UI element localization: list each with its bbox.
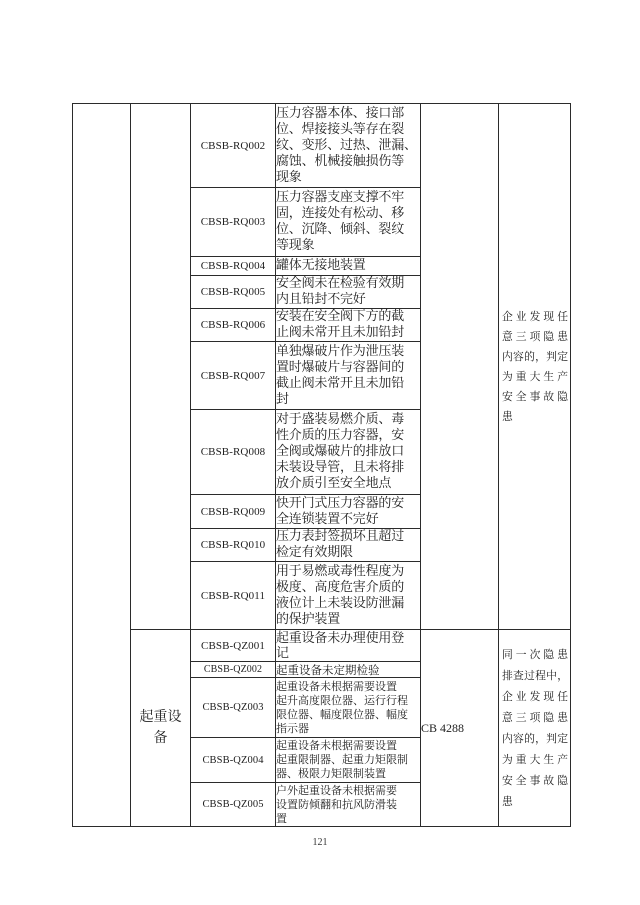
hazard-code-cell: CBSB-QZ005 xyxy=(191,783,276,827)
hazard-description-cell: 对于盛装易燃介质、毒 性介质的压力容器，安 全阀或爆破片的排放口 未装设导管，且未将排 放介质引至安全地点 xyxy=(276,410,421,495)
hazard-code-cell: CBSB-RQ008 xyxy=(191,410,276,495)
category-label: 起重设备 xyxy=(139,709,182,746)
standard-cell-continued xyxy=(421,104,499,630)
hazard-description-cell: 用于易燃或毒性程度为 极度、高度危害介质的 液位计上未装设防泄漏 的保护装置 xyxy=(276,562,421,630)
hazard-code-cell: CBSB-QZ004 xyxy=(191,738,276,783)
hazard-code-cell: CBSB-RQ006 xyxy=(191,309,276,342)
hazard-description-cell: 起重设备未根据需要设置 起升高度限位器、运行行程 限位器、幅度限位器、幅度 指示器 xyxy=(276,678,421,738)
hazard-description-cell: 罐体无接地装置 xyxy=(276,257,421,276)
hazard-code-cell: CBSB-RQ005 xyxy=(191,276,276,309)
judgment-cell-continued xyxy=(499,104,571,630)
hazard-code-cell: CBSB-RQ011 xyxy=(191,562,276,630)
hazard-criteria-table xyxy=(72,103,571,827)
category-cell-continued xyxy=(131,104,191,630)
hazard-description-cell: 户外起重设备未根据需要 设置防倾翻和抗风防滑装 置 xyxy=(276,783,421,827)
hazard-description-cell: 安装在安全阀下方的截 止阀未常开且未加铅封 xyxy=(276,309,421,342)
blank-column-cell xyxy=(73,104,131,827)
judgment-text: 企业发现任 意三项隐患 内容的，判定 为重大生产 安全事故隐 患 xyxy=(502,309,568,423)
judgment-cell xyxy=(499,630,571,827)
hazard-description-cell: 起重设备未根据需要设置 起重限制器、起重力矩限制 器、极限力矩限制装置 xyxy=(276,738,421,783)
hazard-description-cell: 安全阀未在检验有效期 内且铅封不完好 xyxy=(276,276,421,309)
page-number: 121 xyxy=(312,837,328,848)
hazard-description-cell: 起重设备未办理使用登 记 xyxy=(276,630,421,662)
hazard-description-cell: 压力表封签损坏且超过 检定有效期限 xyxy=(276,529,421,562)
category-cell-lifting-equipment xyxy=(131,630,191,827)
hazard-row xyxy=(73,104,571,188)
hazard-code-cell: CBSB-RQ002 xyxy=(191,104,276,188)
hazard-code-cell: CBSB-QZ001 xyxy=(191,630,276,662)
hazard-description-cell: 压力容器本体、接口部 位、焊接接头等存在裂 纹、变形、过热、泄漏、 腐蚀、机械接触损伤等 现象 xyxy=(276,104,421,188)
judgment-text: 同一次隐患 排查过程中， 企业发现任 意三项隐患 内容的，判定 为重大生产 安全事故隐 患 xyxy=(502,648,568,808)
hazard-code-cell: CBSB-RQ009 xyxy=(191,495,276,529)
hazard-code-cell: CBSB-QZ002 xyxy=(191,662,276,678)
hazard-description-cell: 快开门式压力容器的安 全连锁装置不完好 xyxy=(276,495,421,529)
hazard-code-cell: CBSB-RQ007 xyxy=(191,342,276,410)
standard-cell: CB 4288 xyxy=(421,630,499,827)
hazard-description-cell: 起重设备未定期检验 xyxy=(276,662,421,678)
hazard-code-cell: CBSB-RQ010 xyxy=(191,529,276,562)
hazard-code-cell: CBSB-RQ004 xyxy=(191,257,276,276)
hazard-row xyxy=(73,630,571,662)
hazard-code-cell: CBSB-QZ003 xyxy=(191,678,276,738)
hazard-description-cell: 单独爆破片作为泄压装 置时爆破片与容器间的 截止阀未常开且未加铅 封 xyxy=(276,342,421,410)
hazard-description-cell: 压力容器支座支撑不牢 固，连接处有松动、移 位、沉降、倾斜、裂纹 等现象 xyxy=(276,188,421,257)
hazard-code-cell: CBSB-RQ003 xyxy=(191,188,276,257)
